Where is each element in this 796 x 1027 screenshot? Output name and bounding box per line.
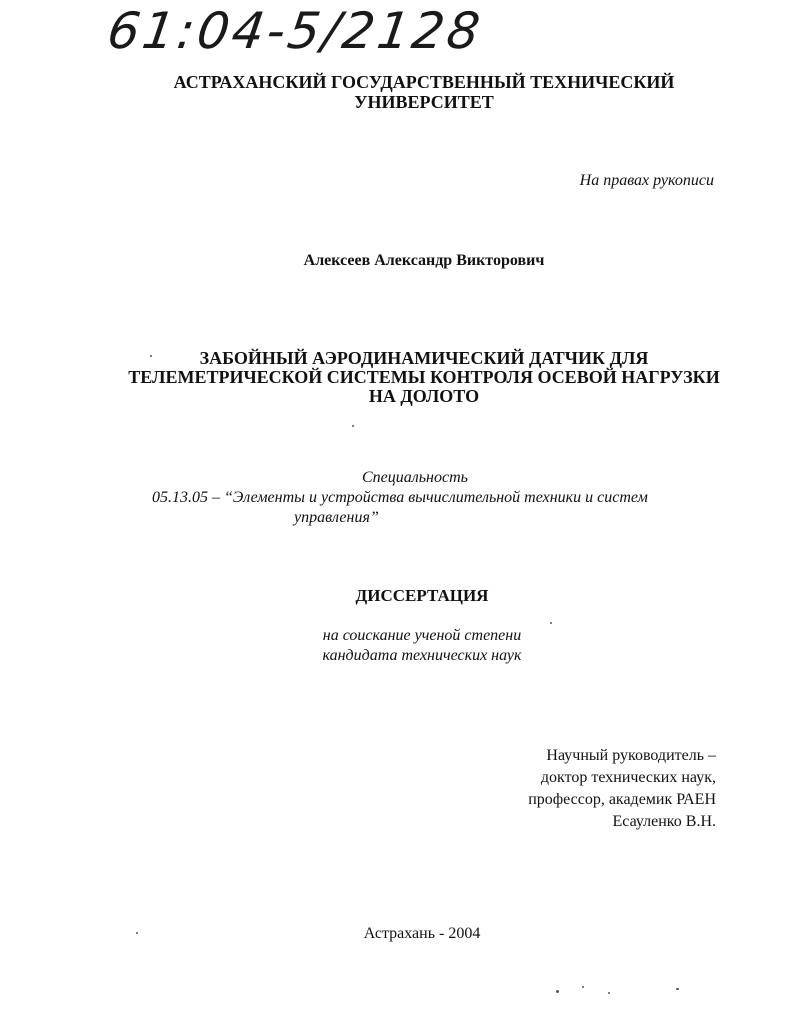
- supervisor-line-4: Есауленко В.Н.: [612, 813, 716, 830]
- dissertation-title: [26, 349, 796, 406]
- rights-note: На правах рукописи: [579, 172, 714, 189]
- supervisor-line-3: профессор, академик РАЕН: [528, 791, 716, 808]
- specialty-code-line: 05.13.05 – “Элементы и устройства вычислительной техники и систем: [152, 489, 648, 506]
- university-name: [26, 72, 796, 112]
- specialty-continuation: управления”: [294, 509, 379, 526]
- author-name: Алексеев Александр Викторович: [303, 252, 545, 269]
- title-line-2: ТЕЛЕМЕТРИЧЕСКОЙ СИСТЕМЫ КОНТРОЛЯ ОСЕВОЙ НАГРУЗКИ: [128, 367, 720, 387]
- scan-speck: [136, 932, 138, 934]
- university-line-2: УНИВЕРСИТЕТ: [354, 92, 494, 112]
- degree-block: [24, 626, 796, 666]
- scan-speck: [550, 622, 552, 624]
- specialty-label: Специальность: [362, 469, 468, 486]
- supervisor-line-2: доктор технических наук,: [540, 769, 716, 786]
- scan-speck: [676, 988, 679, 990]
- scan-speck: [150, 355, 152, 357]
- specialty-block: [152, 468, 648, 528]
- university-line-1: АСТРАХАНСКИЙ ГОСУДАРСТВЕННЫЙ ТЕХНИЧЕСКИЙ: [173, 72, 675, 92]
- supervisor-line-1: Научный руководитель –: [546, 747, 716, 764]
- degree-line-1: на соискание ученой степени: [322, 627, 522, 644]
- scan-speck: [582, 986, 584, 988]
- document-type: ДИССЕРТАЦИЯ: [355, 586, 489, 605]
- scan-speck: [608, 992, 610, 994]
- scan-speck: [352, 425, 354, 427]
- city-year: Астрахань - 2004: [363, 925, 481, 942]
- title-line-3: НА ДОЛОТО: [368, 386, 480, 406]
- handwritten-archive-number: 61:04-5/2128: [103, 2, 487, 60]
- title-line-1: ЗАБОЙНЫЙ АЭРОДИНАМИЧЕСКИЙ ДАТЧИК ДЛЯ: [199, 348, 649, 368]
- scan-speck: [556, 990, 559, 993]
- supervisor-block: [528, 745, 716, 833]
- degree-line-2: кандидата технических наук: [322, 647, 522, 664]
